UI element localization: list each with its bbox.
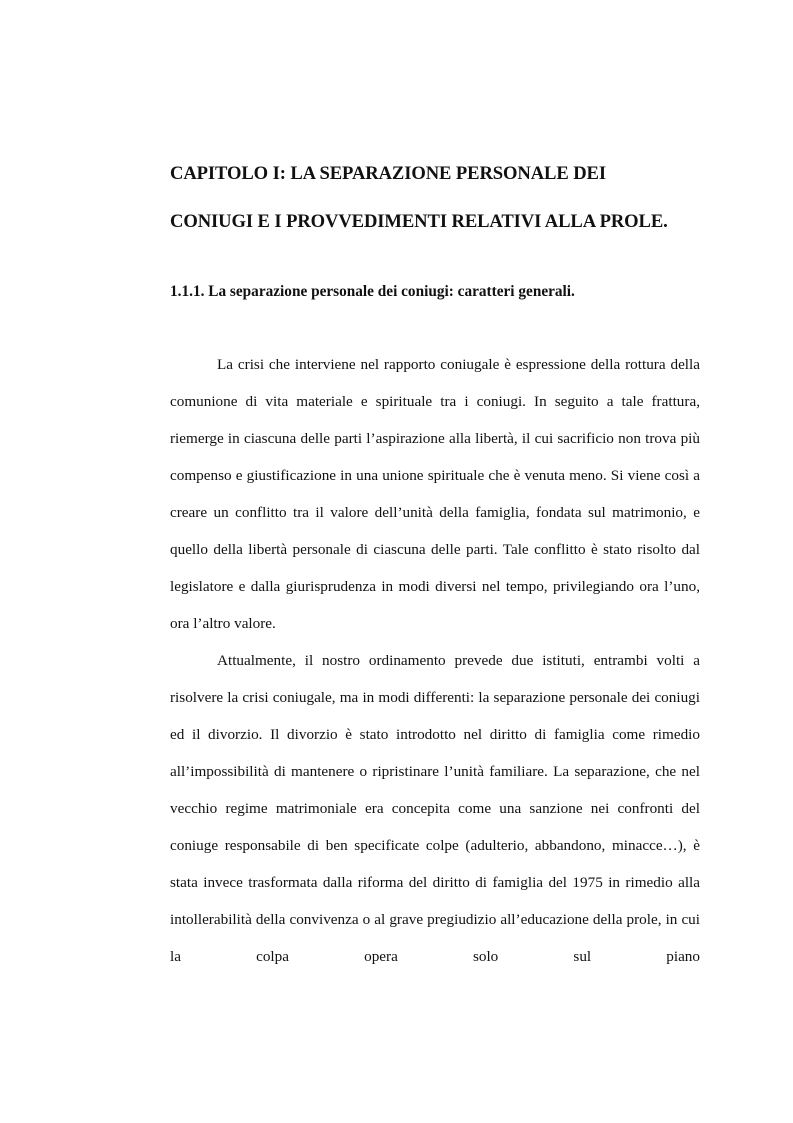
paragraph: La crisi che interviene nel rapporto coniugale è espressione della rottura della comunione di vita materiale e spirituale tra i coniugi. In seguito a tale frattura, riemerge in ciascuna delle parti l’aspirazione alla libertà, il cui sacrificio non trova più compenso e giustificazione in una unione spirituale che è venuta meno. Si viene così a creare un conflitto tra il valore dell’unità della famiglia, fondata sul matrimonio, e quello della libertà personale di ciascuna delle parti. Tale conflitto è stato risolto dal legislatore e dalla giurisprudenza in modi diversi nel tempo, privilegiando ora l’uno, ora l’altro valore. — [170, 356, 700, 632]
section-heading: 1.1.1. La separazione personale dei coniugi: caratteri generali. — [170, 283, 575, 300]
paragraph: Attualmente, il nostro ordinamento prevede due istituti, entrambi volti a risolvere la crisi coniugale, ma in modi differenti: la separazione personale dei coniugi ed il divorzio. Il divorzio è stato introdotto nel diritto di famiglia come rimedio all’impossibilità di mantenere o ripristinare l’unità familiare. La separazione, che nel vecchio regime matrimoniale era concepita come una sanzione nei confronti del coniuge responsabile di ben specificate colpe (adulterio, abbandono, minacce…), è stata invece trasformata dalla riforma del diritto di famiglia del 1975 in rimedio alla intollerabilità della convivenza o al grave pregiudizio all’educazione della prole, in cui la colpa opera solo sul piano — [170, 652, 700, 965]
chapter-title-line-2: CONIUGI E I PROVVEDIMENTI RELATIVI ALLA PROLE. — [170, 211, 668, 232]
body-text — [170, 346, 700, 975]
chapter-title-line-1: CAPITOLO I: LA SEPARAZIONE PERSONALE DEI — [170, 163, 606, 184]
chapter-title — [170, 150, 710, 246]
